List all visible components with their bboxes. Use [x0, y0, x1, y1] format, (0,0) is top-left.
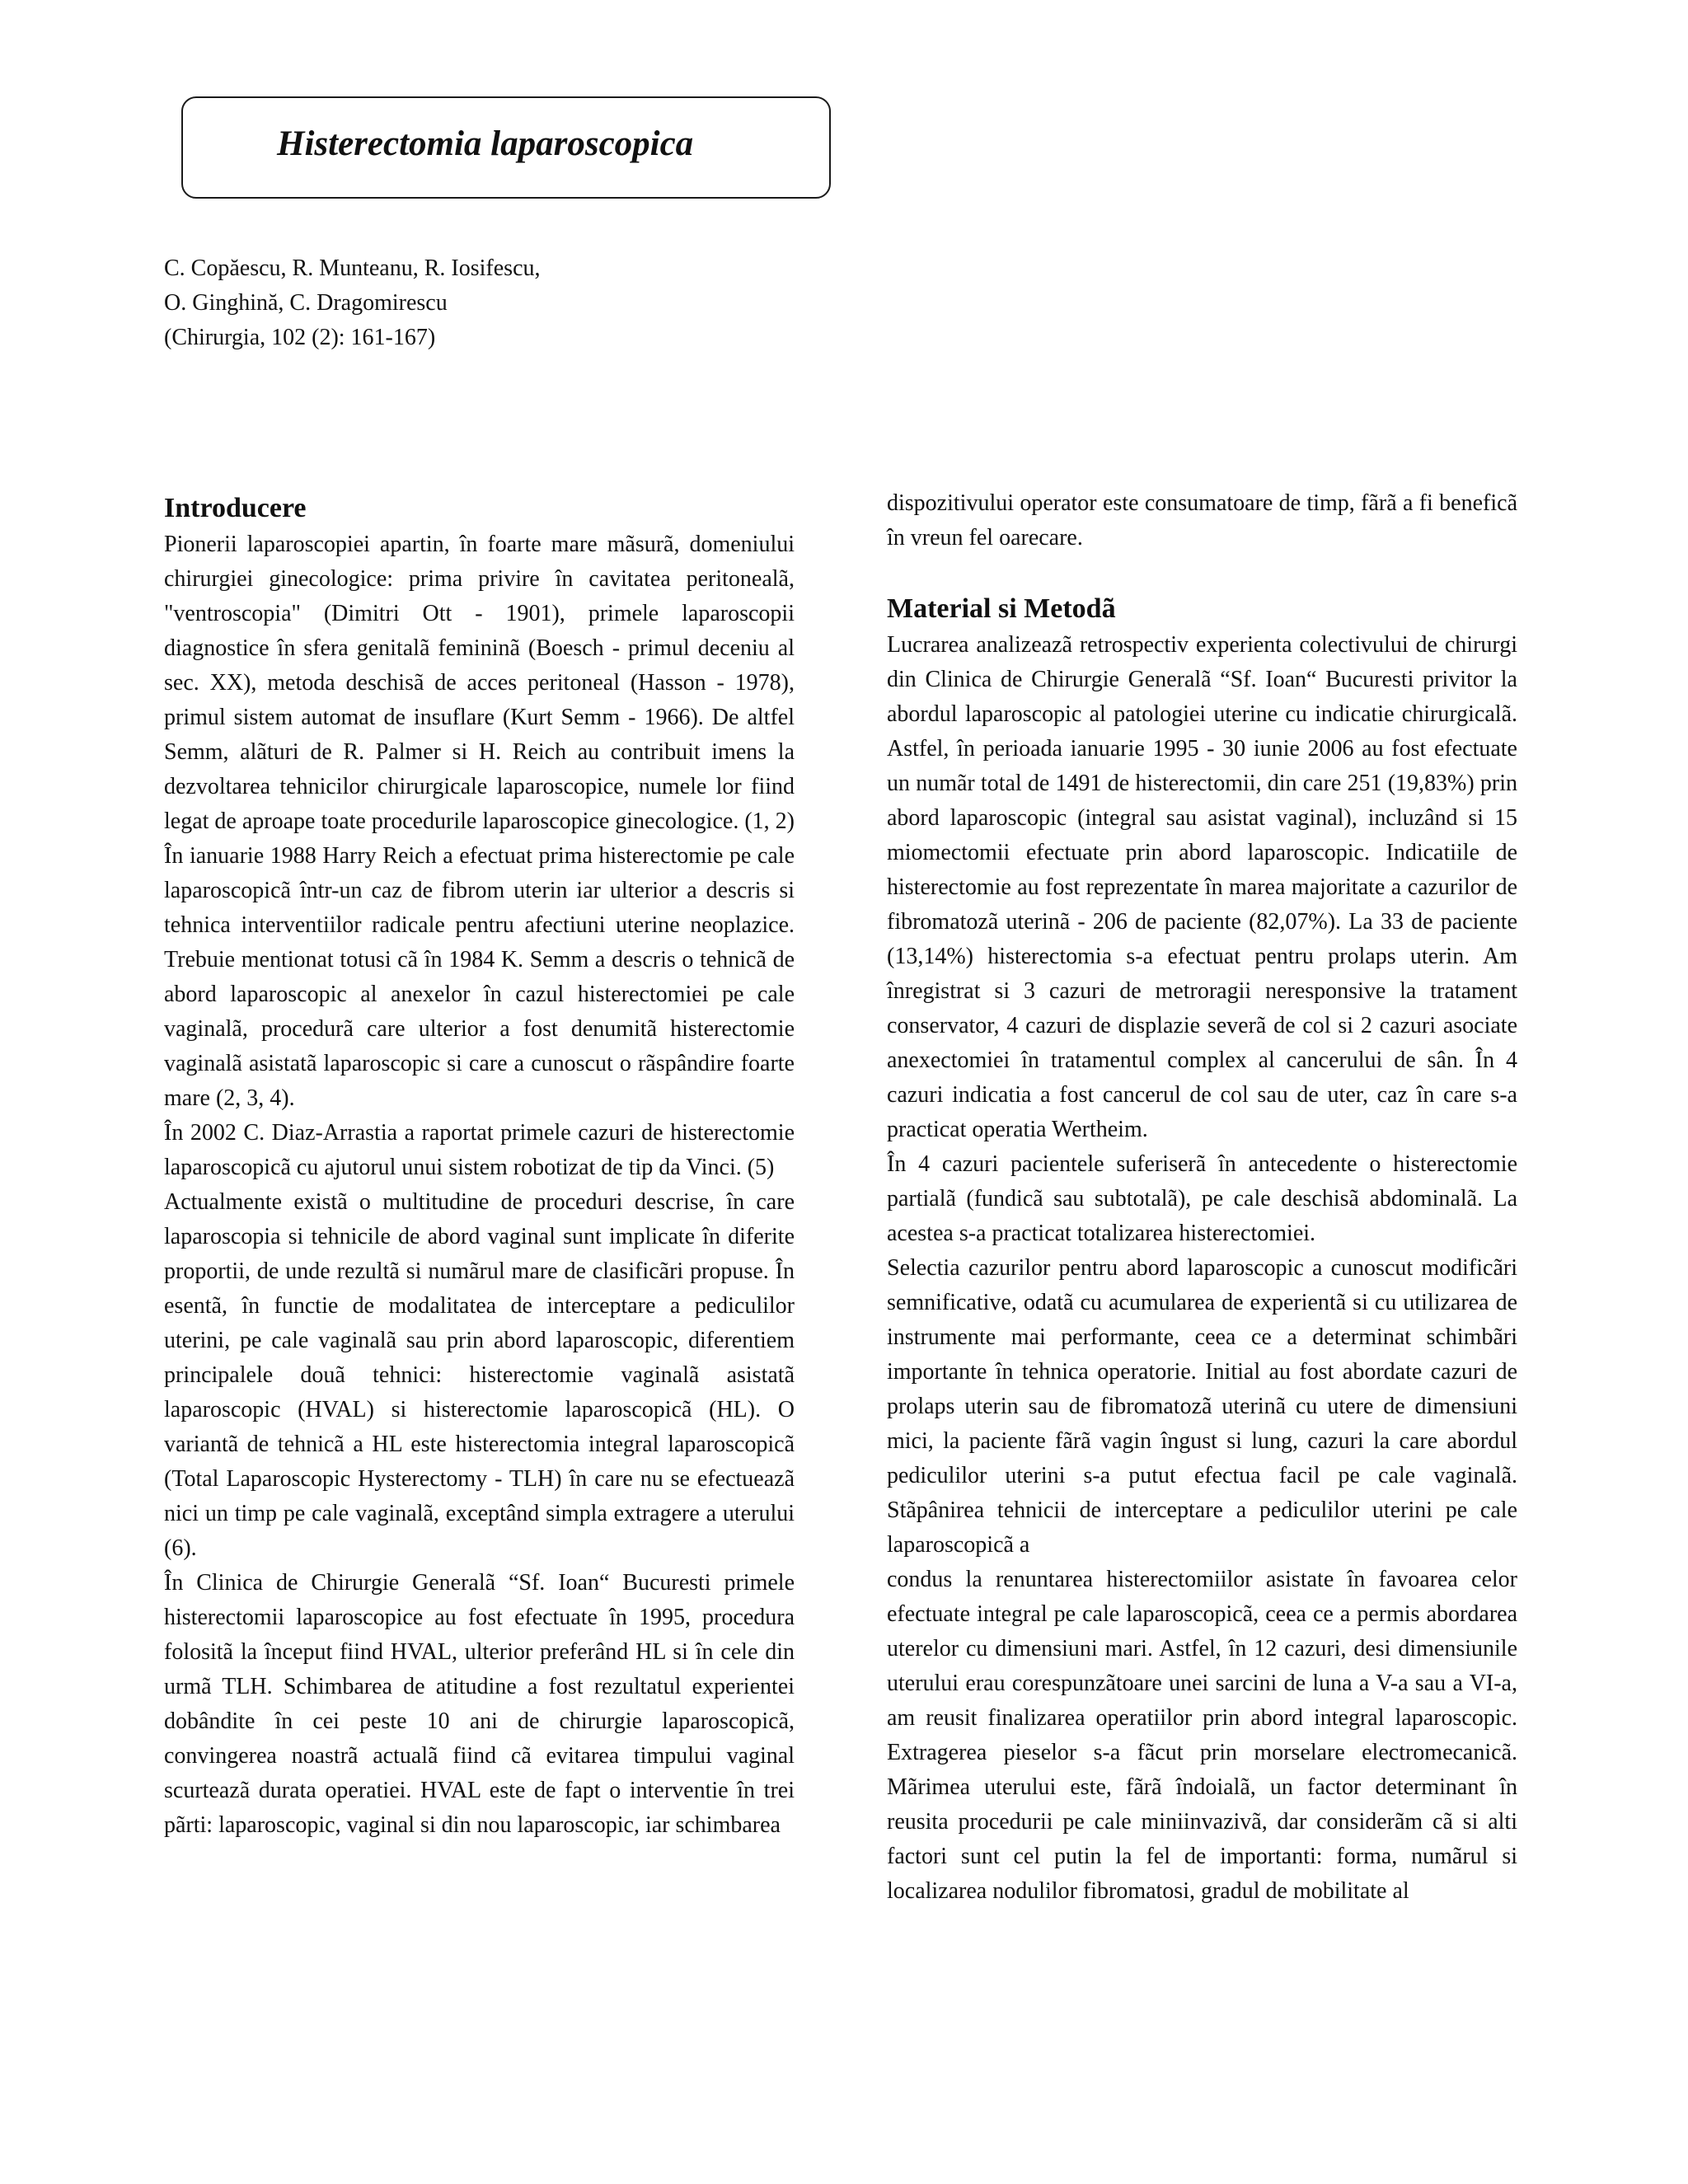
paragraph: În 2002 C. Diaz-Arrastia a raportat primele cazuri de histerectomie laparoscopicã cu ajutorul unui sistem robotizat de tip da Vinci. (5): [164, 1120, 795, 1180]
paragraph: Lucrarea analizeazã retrospectiv experienta colectivului de chirurgi din Clinica de Chirurgie Generalã “Sf. Ioan“ Bucuresti privitor la abordul laparoscopic al patologiei uterine cu indicatie chirurgicalã. Astfel, în perioada ianuarie 1995 - 30 iunie 2006 au fost efectuate un numãr total de 1491 de histerectomii, din care 251 (19,83%) prin abord laparoscopic (integral sau asistat vaginal), incluzând si 15 miomectomii efectuate prin abord laparoscopic. Indicatiile de histerectomie au fost reprezentate în marea majoritate a cazurilor de fibromatozã uterinã - 206 de paciente (82,07%). La 33 de paciente (13,14%) histerectomia s-a efectuat pentru prolaps uterin. Am înregistrat si 3 cazuri de metroragii neresponsive la tratament conservator, 4 cazuri de displazie severã de col si 2 cazuri asociate anexectomiei în tratamentul complex al cancerului de sân. În 4 cazuri indicatia a fost cancerul de col sau de uter, caz în care s-a practicat operatia Wertheim.: [887, 632, 1517, 1142]
right-column: [887, 486, 1517, 1909]
paragraph: În 4 cazuri pacientele suferiserã în antecedente o histerectomie partialã (fundicã sau subtotalã), pe cale deschisã abdominalã. La acestea s-a practicat totalizarea histerectomiei.: [887, 1151, 1517, 1246]
paragraph: dispozitivului operator este consumatoare de timp, fãrã a fi beneficã în vreun fel oarecare.: [887, 490, 1517, 551]
paragraph: În Clinica de Chirurgie Generalã “Sf. Ioan“ Bucuresti primele histerectomii laparoscopice au fost efectuate în 1995, procedura folositã la început fiind HVAL, ulterior preferând HL si în cele din urmã TLH. Schimbarea de atitudine a fost rezultatul experientei dobândite în cei peste 10 ani de chirurgie laparoscopicã, convingerea noastrã actualã fiind cã evitarea timpului vaginal scurteazã durata operatiei. HVAL este de fapt o interventie în trei pãrti: laparoscopic, vaginal si din nou laparoscopic, iar schimbarea: [164, 1570, 795, 1838]
citation: (Chirurgia, 102 (2): 161-167): [164, 325, 436, 350]
paragraph: Pionerii laparoscopiei apartin, în foarte mare mãsurã, domeniului chirurgiei ginecologice: prima privire în cavitatea peritonealã, "ventroscopia" (Dimitri Ott - 1901), primele laparoscopii diagnostice în sfera genitalã femininã (Boesch - primul deceniu al sec. XX), metoda deschisã de acces peritoneal (Hasson - 1978), primul sistem automat de insuflare (Kurt Semm - 1966). De altfel Semm, alãturi de R. Palmer si H. Reich au contribuit imens la dezvoltarea tehnicilor chirurgicale laparoscopice, numele lor fiind legat de aproape toate procedurile laparoscopice ginecologice. (1, 2): [164, 532, 795, 834]
authors-line-2: O. Ginghină, C. Dragomirescu: [164, 290, 448, 316]
section-heading-material-si-metoda: Material si Metodã: [887, 593, 1116, 624]
paragraph: Actualmente existã o multitudine de proceduri descrise, în care laparoscopia si tehnicile de abord vaginal sunt implicate în diferite proportii, de unde rezultã si numãrul mare de clasificãri propuse. În esentã, în functie de modalitatea de interceptare a pediculilor uterini, pe cale vaginalã sau prin abord laparoscopic, diferentiem principalele douã tehnici: histerectomie vaginalã asistatã laparoscopic (HVAL) si histerectomie laparoscopicã (HL). O variantã de tehnicã a HL este histerectomia integral laparoscopicã (Total Laparoscopic Hysterectomy - TLH) în care nu se efectueazã nici un timp pe cale vaginalã, exceptând simpla extragere a uterului (6).: [164, 1189, 795, 1561]
title-box: [181, 96, 831, 199]
section-heading-introducere: Introducere: [164, 493, 307, 523]
paper-title: Histerectomia laparoscopica: [277, 124, 694, 163]
paragraph: În ianuarie 1988 Harry Reich a efectuat prima histerectomie pe cale laparoscopicã într-un caz de fibrom uterin iar ulterior a descris si tehnica interventiilor radicale pentru afectiuni uterine neoplazice. Trebuie mentionat totusi cã în 1984 K. Semm a descris o tehnicã de abord laparoscopic al anexelor în cazul histerectomiei pe cale vaginalã, procedurã care ulterior a fost denumitã histerectomie vaginalã asistatã laparoscopic si care a cunoscut o rãspândire foarte mare (2, 3, 4).: [164, 843, 795, 1111]
authors-line-1: C. Copăescu, R. Munteanu, R. Iosifescu,: [164, 255, 541, 281]
author-block: [164, 251, 541, 355]
paragraph: condus la renuntarea histerectomiilor asistate în favoarea celor efectuate integral pe cale laparoscopicã, ceea ce a permis abordarea uterelor cu dimensiuni mari. Astfel, în 12 cazuri, desi dimensiunile uterului erau corespunzãtoare unei sarcini de luna a V-a sau a VI-a, am reusit finalizarea operatiilor prin abord integral laparoscopic. Extragerea pieselor s-a fãcut prin morselare electromecanicã. Mãrimea uterului este, fãrã îndoialã, un factor determinant în reusita procedurii pe cale miniinvazivã, dar considerãm cã si alti factori sunt cel putin la fel de importanti: forma, numãrul si localizarea nodulilor fibromatosi, gradul de mobilitate al: [887, 1567, 1517, 1904]
paragraph: Selectia cazurilor pentru abord laparoscopic a cunoscut modificãri semnificative, odatã cu acumularea de experientã si cu utilizarea de instrumente mai performante, ceea ce a determinat schimbãri importante în tehnica operatorie. Initial au fost abordate cazuri de prolaps uterin sau de fibromatozã uterinã cu utere de dimensiuni mici, la paciente fãrã vagin îngust si lung, cazuri la care abordul pediculilor uterini s-a putut efectua facil pe cale vaginalã. Stãpânirea tehnicii de interceptare a pediculilor uterini pe cale laparoscopicã a: [887, 1255, 1517, 1558]
left-column: [164, 486, 795, 1843]
